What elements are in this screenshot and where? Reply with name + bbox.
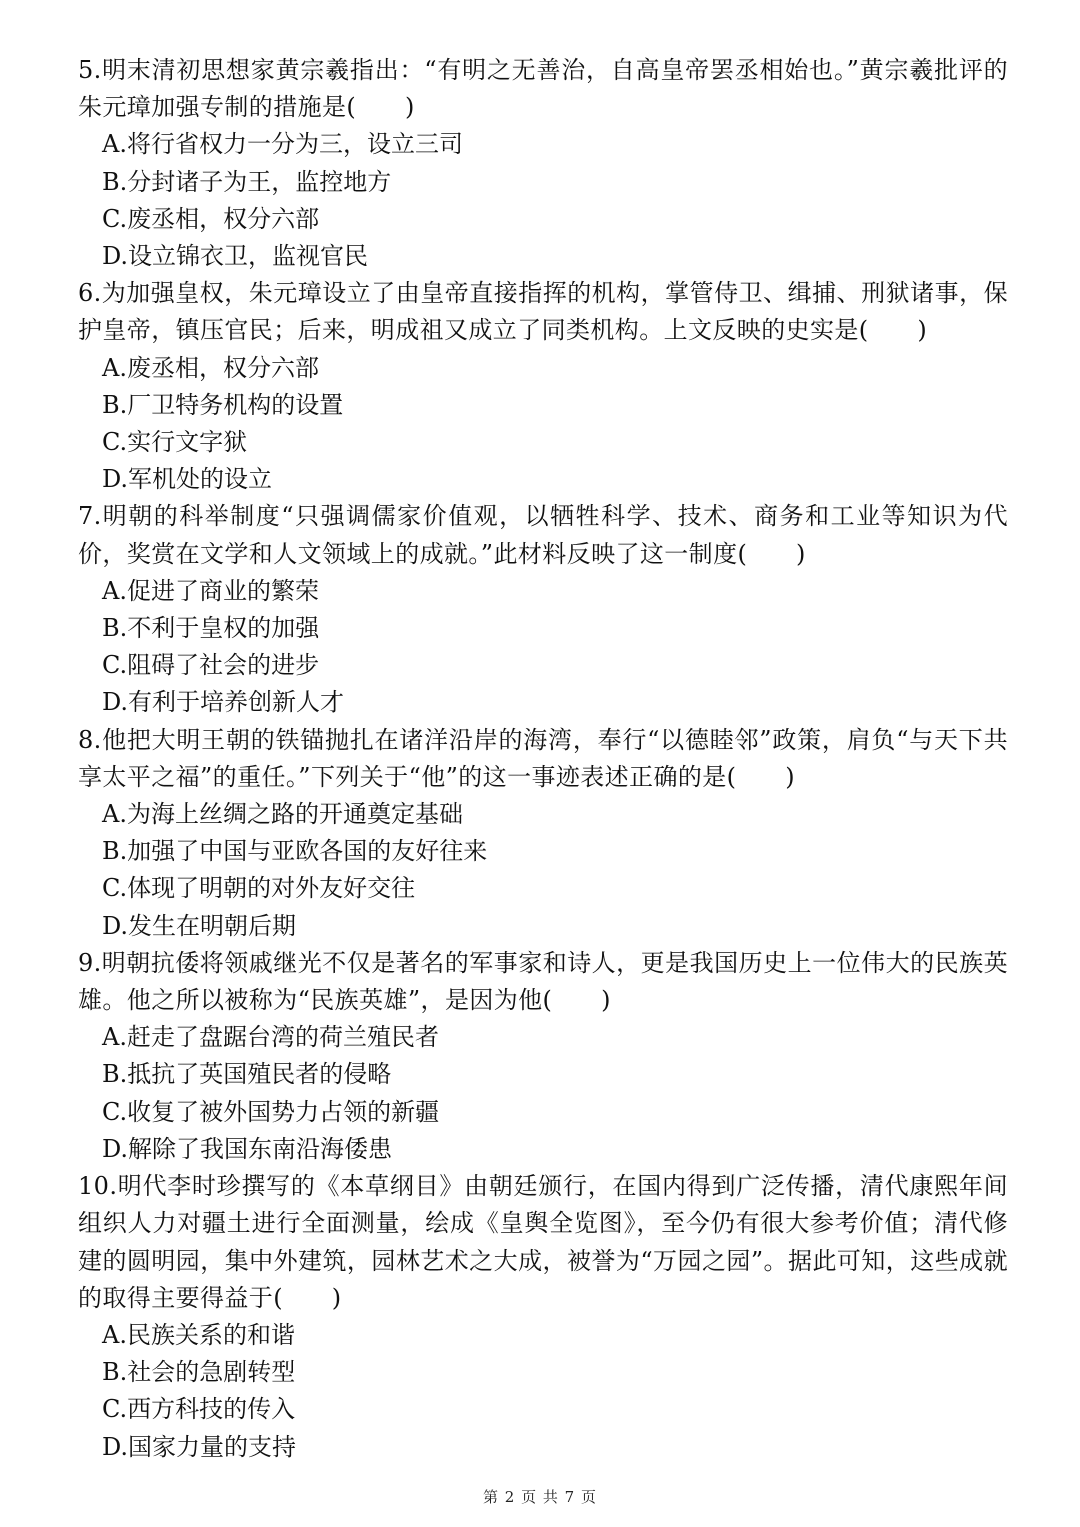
option-list (78, 126, 1008, 275)
option-d: D.国家力量的支持 (102, 1432, 297, 1461)
option-c: C.废丞相，权分六部 (102, 204, 320, 233)
option-b: B.厂卫特务机构的设置 (102, 390, 344, 419)
question-stem: 7.明朝的科举制度“只强调儒家价值观，以牺牲科学、技术、商务和工业等知识为代价，奖赏在文学和人文领域上的成就。”此材料反映了这一制度( ) (78, 502, 1008, 568)
option-a: A.民族关系的和谐 (102, 1320, 295, 1349)
option-b: B.不利于皇权的加强 (102, 614, 320, 643)
question-7 (78, 498, 1008, 721)
question-6 (78, 275, 1008, 498)
option-d: D.解除了我国东南沿海倭患 (102, 1134, 393, 1163)
option-c: C.实行文字狱 (102, 428, 248, 457)
option-b: B.加强了中国与亚欧各国的友好往来 (102, 837, 488, 866)
option-list (78, 573, 1008, 722)
question-8 (78, 722, 1008, 945)
option-a: A.赶走了盘踞台湾的荷兰殖民者 (102, 1023, 439, 1052)
question-stem: 5.明末清初思想家黄宗羲指出：“有明之无善治，自高皇帝罢丞相始也。”黄宗羲批评的朱元璋加强专制的措施是( ) (78, 56, 1008, 122)
option-d: D.军机处的设立 (102, 465, 273, 494)
question-list (78, 52, 1008, 1466)
option-a: A.废丞相，权分六部 (102, 353, 319, 382)
option-c: C.西方科技的传入 (102, 1395, 296, 1424)
option-list (78, 350, 1008, 499)
question-stem: 6.为加强皇权，朱元璋设立了由皇帝直接指挥的机构，掌管侍卫、缉捕、刑狱诸事，保护皇帝，镇压官民；后来，明成祖又成立了同类机构。上文反映的史实是( ) (78, 279, 1008, 345)
option-a: A.为海上丝绸之路的开通奠定基础 (102, 800, 463, 829)
option-a: A.促进了商业的繁荣 (102, 576, 319, 605)
option-d: D.设立锦衣卫，监视官民 (102, 242, 369, 271)
option-list (78, 796, 1008, 945)
question-10 (78, 1168, 1008, 1466)
option-d: D.有利于培养创新人才 (102, 688, 345, 717)
question-5 (78, 52, 1008, 275)
option-list (78, 1019, 1008, 1168)
question-stem: 9.明朝抗倭将领戚继光不仅是著名的军事家和诗人，更是我国历史上一位伟大的民族英雄。他之所以被称为“民族英雄”，是因为他( ) (78, 948, 1008, 1015)
option-c: C.收复了被外国势力占领的新疆 (102, 1097, 440, 1126)
option-c: C.阻碍了社会的进步 (102, 651, 320, 680)
question-stem: 10.明代李时珍撰写的《本草纲目》由朝廷颁行，在国内得到广泛传播，清代康熙年间组织人力对疆土进行全面测量，绘成《皇舆全览图》，至今仍有很大参考价值；清代修建的圆明园，集中外建筑，园林艺术之大成，被誉为“万园之园”。据此可知，这些成就的取得主要得益于( ) (78, 1172, 1008, 1312)
option-d: D.发生在明朝后期 (102, 911, 297, 940)
option-b: B.分封诸子为王，监控地方 (102, 167, 392, 196)
page-number-footer: 第 2 页 共 7 页 (483, 1488, 597, 1506)
question-stem: 8.他把大明王朝的铁锚抛扎在诸洋沿岸的海湾，奉行“以德睦邻”政策，肩负“与天下共享太平之福”的重任。”下列关于“他”的这一事迹表述正确的是( ) (78, 725, 1008, 791)
question-9 (78, 945, 1008, 1168)
option-a: A.将行省权力一分为三，设立三司 (102, 130, 463, 159)
option-b: B.社会的急剧转型 (102, 1358, 296, 1387)
option-c: C.体现了明朝的对外友好交往 (102, 874, 416, 903)
option-list (78, 1317, 1008, 1466)
option-b: B.抵抗了英国殖民者的侵略 (102, 1060, 392, 1089)
